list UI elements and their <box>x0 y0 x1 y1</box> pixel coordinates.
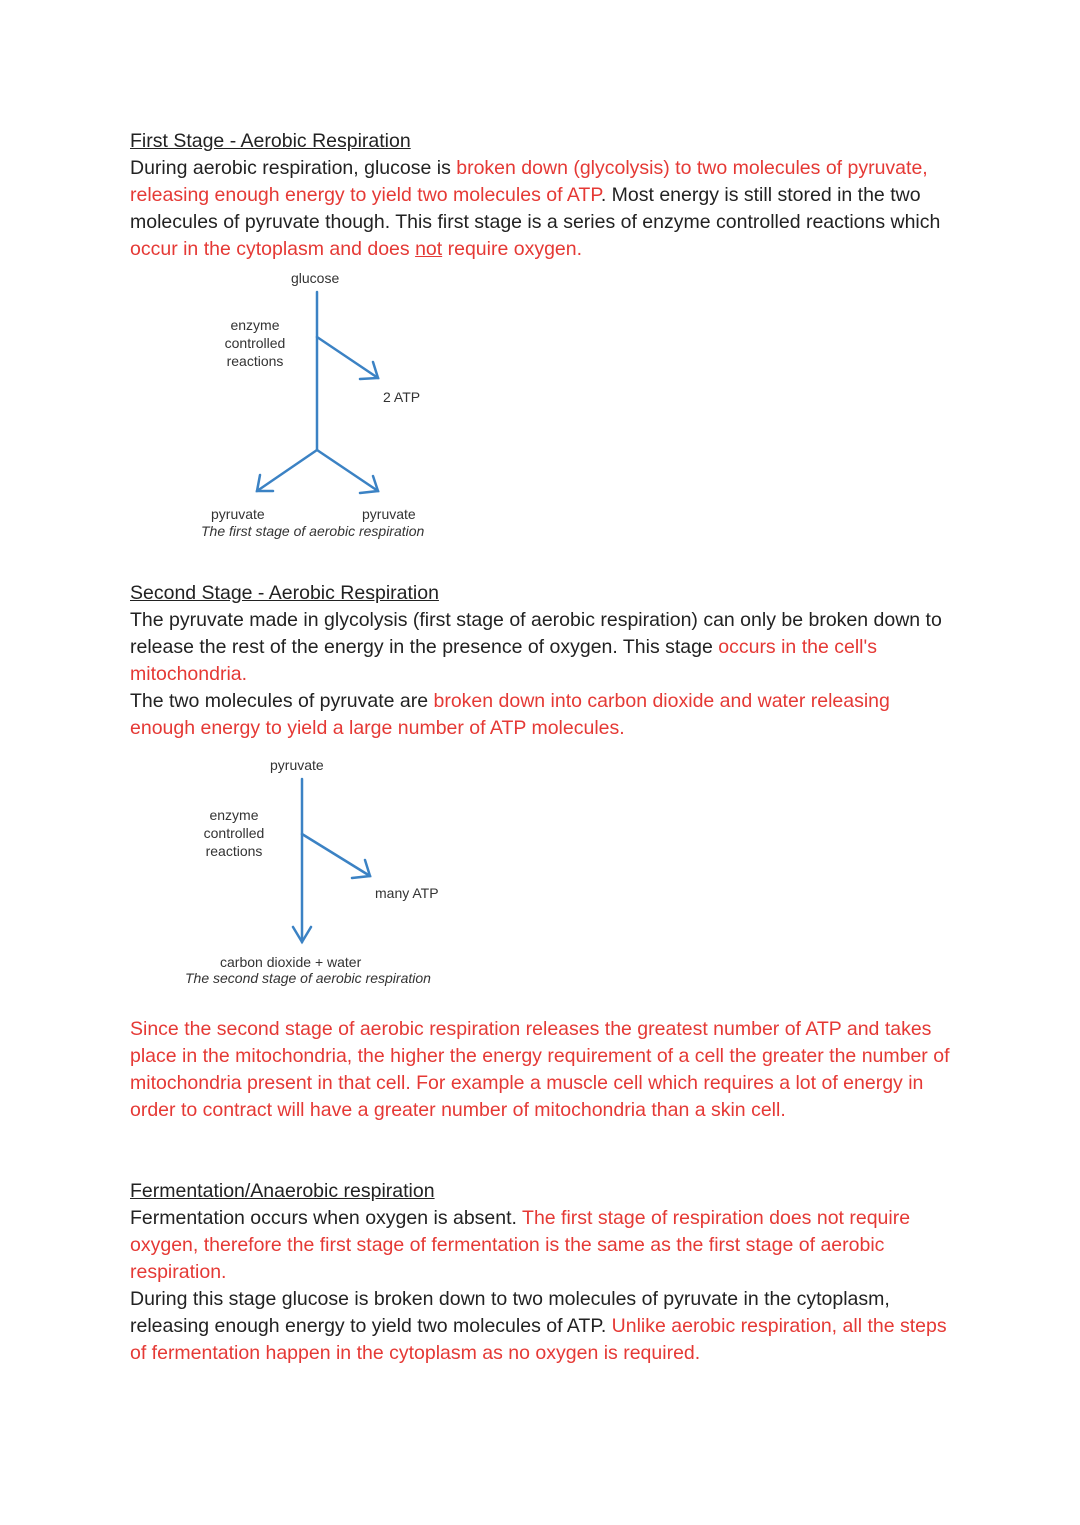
stage2-atp-label: many ATP <box>375 885 439 901</box>
stage1-section <box>130 128 960 263</box>
stage2-paragraph-2 <box>130 688 960 742</box>
stage2-atp-arrow <box>302 834 370 876</box>
stage1-left-branch <box>257 450 317 491</box>
stage2-enzyme-line1: enzyme <box>209 807 259 823</box>
fermentation-heading: Fermentation/Anaerobic respiration <box>130 1180 435 1202</box>
stage2-enzyme-line2: controlled <box>203 825 265 841</box>
stage1-enzyme-line2: controlled <box>224 335 286 351</box>
stage1-text-b: . Most energy is still stored in the two molecules of pyruvate though. This first stage is a series of enzyme controlled reactions which <box>130 184 941 233</box>
stage1-caption: The first stage of aerobic respiration <box>201 523 425 539</box>
stage1-pyruvate-right: pyruvate <box>362 506 416 522</box>
stage1-highlight-not: not <box>415 238 443 260</box>
fermentation-text-b: During this stage glucose is broken down to two molecules of pyruvate in the cytoplasm, releasing enough energy to yield two molecules of ATP. <box>130 1288 890 1337</box>
stage1-highlight-c: require oxygen. <box>442 238 583 260</box>
stage2-section <box>130 580 960 742</box>
stage2-paragraph-1 <box>130 607 960 688</box>
fermentation-section <box>130 1178 960 1367</box>
stage2-caption: The second stage of aerobic respiration <box>185 970 431 986</box>
stage2-heading: Second Stage - Aerobic Respiration <box>130 582 439 604</box>
mitochondria-note: Since the second stage of aerobic respiration releases the greatest number of ATP and takes place in the mitochondria, the higher the energy requirement of a cell the greater the number of mitochondria present in that cell. For example a muscle cell which requires a lot of energy in order to contract will have a greater number of mitochondria than a skin cell. <box>130 1018 950 1121</box>
stage1-highlight-b: occur in the cytoplasm and does <box>130 238 416 260</box>
stage2-text-a: The pyruvate made in glycolysis (first stage of aerobic respiration) can only be broken down to release the rest of the energy in the presence of oxygen. This stage <box>130 609 942 658</box>
stage1-right-branch <box>317 450 378 491</box>
fermentation-paragraph-1 <box>130 1205 960 1286</box>
stage1-enzyme-line3: reactions <box>226 353 284 369</box>
stage1-pyruvate-left: pyruvate <box>211 506 265 522</box>
stage1-paragraph <box>130 155 960 263</box>
stage2-highlight-b: broken down into carbon dioxide and water releasing enough energy to yield a large number of ATP molecules. <box>130 690 890 739</box>
stage1-atp-label: 2 ATP <box>383 389 421 405</box>
stage1-diagram <box>195 265 455 545</box>
stage2-highlight-a: occurs in the cell's mitochondria. <box>130 636 877 685</box>
mitochondria-note-section <box>130 1016 960 1124</box>
stage1-text-a: During aerobic respiration, glucose is <box>130 157 457 179</box>
stage2-enzyme-line3: reactions <box>205 843 263 859</box>
stage1-atp-arrow <box>317 337 378 378</box>
stage2-enzyme-label <box>194 806 274 860</box>
stage1-highlight-a: broken down (glycolysis) to two molecules of pyruvate, releasing enough energy to yield two molecules of ATP <box>130 157 928 206</box>
stage2-text-b: The two molecules of pyruvate are <box>130 690 434 712</box>
fermentation-highlight-b: Unlike aerobic respiration, all the steps of fermentation happen in the cytoplasm as no oxygen is required. <box>130 1315 947 1364</box>
stage1-enzyme-label <box>217 316 293 370</box>
stage2-product-label: carbon dioxide + water <box>220 954 362 970</box>
stage1-heading: First Stage - Aerobic Respiration <box>130 130 411 152</box>
fermentation-text-a: Fermentation occurs when oxygen is absent. <box>130 1207 523 1229</box>
stage1-enzyme-line1: enzyme <box>230 317 280 333</box>
stage2-diagram <box>180 752 480 992</box>
fermentation-highlight-a: The first stage of respiration does not require oxygen, therefore the first stage of fermentation is the same as the first stage of aerobic respiration. <box>130 1207 911 1283</box>
stage2-pyruvate-label: pyruvate <box>270 757 324 773</box>
stage1-glucose-label: glucose <box>291 270 340 286</box>
fermentation-paragraph-2 <box>130 1286 960 1367</box>
